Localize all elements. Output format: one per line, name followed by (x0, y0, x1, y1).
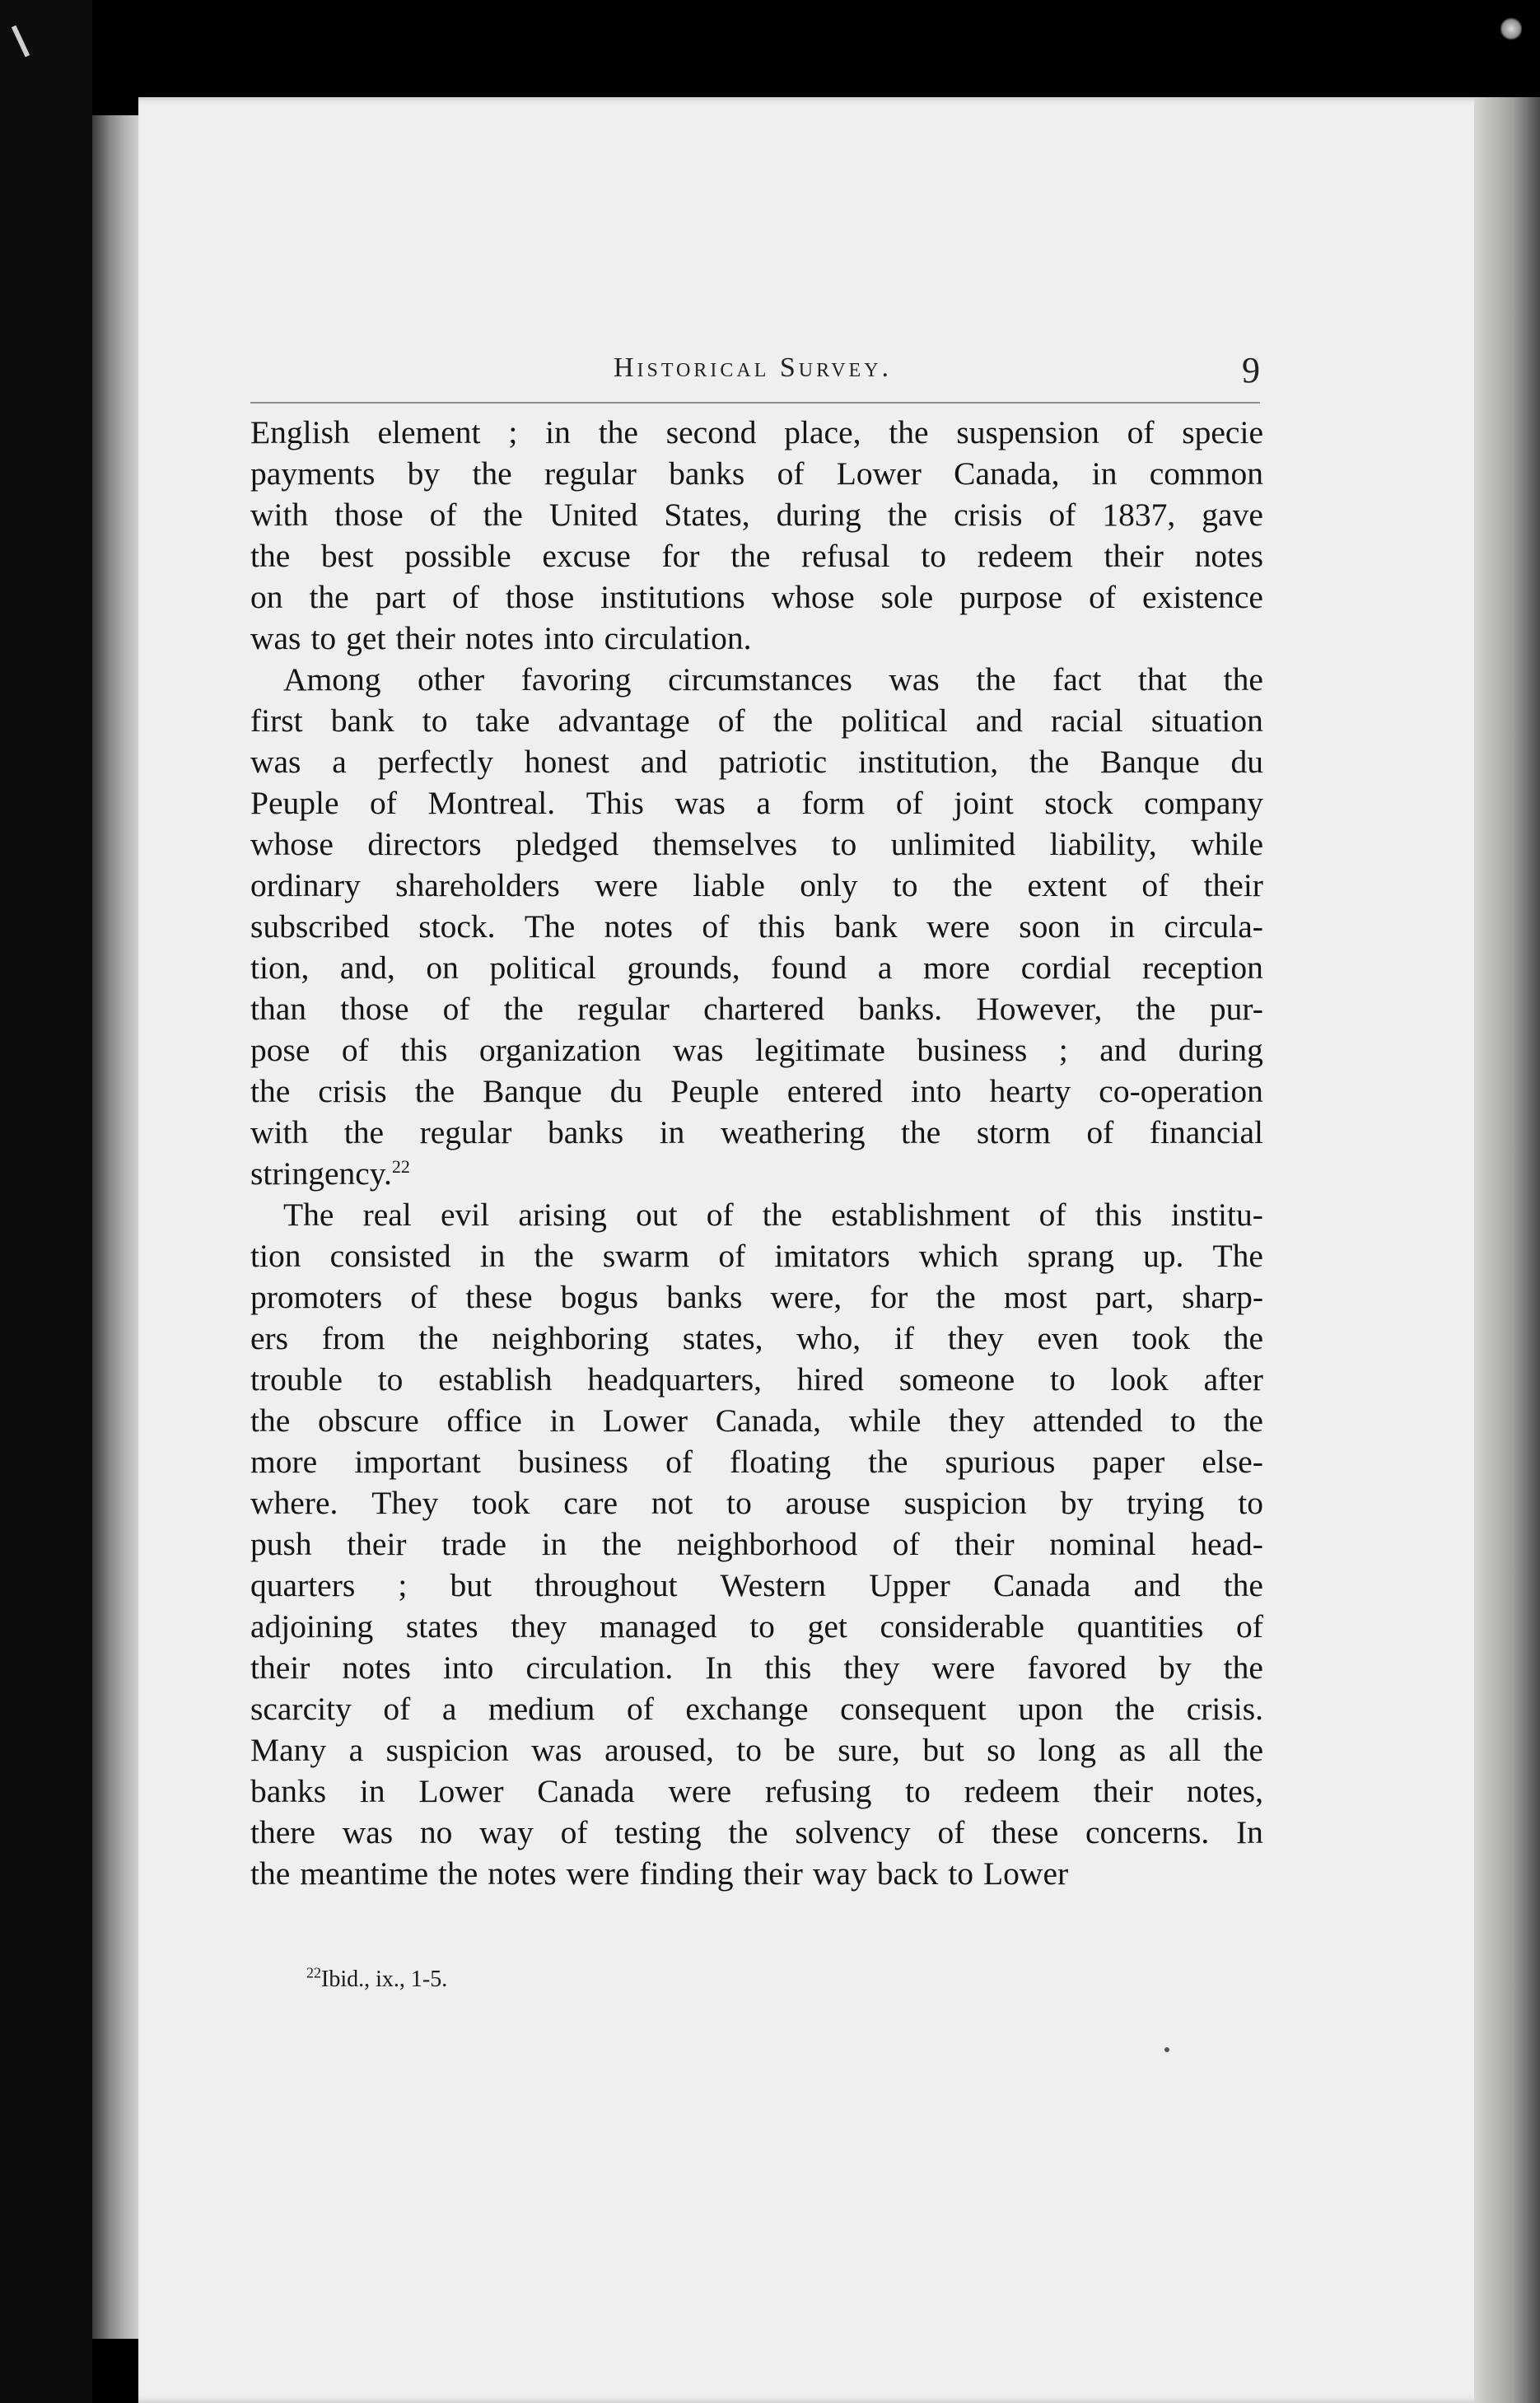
page-header (250, 346, 1260, 404)
text-line: with those of the United States, during the crisis of 1837, gave (250, 497, 1263, 533)
text-line: subscribed stock. The notes of this bank were soon in circula- (250, 908, 1263, 945)
footnote-marker: 22 (306, 1964, 321, 1981)
scan-mark-top-right (1500, 16, 1522, 41)
footnote-ref: 22 (391, 1155, 410, 1177)
text-line: was to get their notes into circulation. (250, 620, 752, 656)
text-line: ers from the neighboring states, who, if they even took the (250, 1320, 1263, 1356)
text-line: than those of the regular chartered banks. However, the pur- (250, 991, 1263, 1027)
body-text (250, 412, 1263, 1894)
text-line: Many a suspicion was aroused, to be sure, but so long as all the (250, 1732, 1263, 1768)
paragraph (250, 1194, 1263, 1894)
text-line: first bank to take advantage of the political and racial situation (250, 702, 1263, 739)
page-binding-edge (92, 115, 138, 2339)
text-line: stringency.$^{22}$ (250, 1155, 410, 1192)
text-line: the meantime the notes were finding their way back to Lower (250, 1855, 1069, 1892)
text-line: promoters of these bogus banks were, for the most part, sharp- (250, 1279, 1263, 1315)
text-line: Among other favoring circumstances was the fact that the (283, 661, 1263, 698)
text-line: pose of this organization was legitimate business ; and during (250, 1032, 1263, 1068)
text-line: whose directors pledged themselves to unlimited liability, while (250, 826, 1263, 862)
footnote (306, 1964, 448, 1993)
text-line: English element ; in the second place, the suspension of specie (250, 414, 1263, 450)
text-line: there was no way of testing the solvency of these concerns. In (250, 1814, 1263, 1850)
text-line: trouble to establish headquarters, hired someone to look after (250, 1361, 1263, 1397)
text-line: banks in Lower Canada were refusing to redeem their notes, (250, 1773, 1263, 1809)
text-line: with the regular banks in weathering the storm of financial (250, 1114, 1263, 1150)
scan-speck (1164, 2047, 1169, 2052)
text-line: their notes into circulation. In this they were favored by the (250, 1649, 1263, 1686)
page-number: 9 (1242, 350, 1260, 390)
text-line: tion consisted in the swarm of imitators which sprang up. The (250, 1238, 1263, 1274)
text-line: the crisis the Banque du Peuple entered into hearty co-operation (250, 1073, 1263, 1109)
text-line: the best possible excuse for the refusal to redeem their notes (250, 538, 1263, 574)
paragraph (250, 659, 1263, 1194)
text-line: the obscure office in Lower Canada, while they attended to the (250, 1402, 1263, 1439)
text-line: payments by the regular banks of Lower Canada, in common (250, 455, 1263, 492)
text-line: push their trade in the neighborhood of their nominal head- (250, 1526, 1263, 1562)
text-line: tion, and, on political grounds, found a more cordial reception (250, 950, 1263, 986)
text-line: adjoining states they managed to get considerable quantities of (250, 1608, 1263, 1645)
text-line: ordinary shareholders were liable only to the extent of their (250, 867, 1263, 903)
text-line: The real evil arising out of the establishment of this institu- (283, 1197, 1263, 1233)
footnote-text: Ibid., ix., 1-5. (321, 1967, 448, 1992)
text-line: quarters ; but throughout Western Upper Canada and the (250, 1567, 1263, 1603)
page-right-edge (1474, 97, 1540, 2403)
text-line: was a perfectly honest and patriotic institution, the Banque du (250, 744, 1263, 780)
paragraph (250, 412, 1263, 659)
text-line: more important business of floating the spurious paper else- (250, 1444, 1263, 1480)
text-line: Peuple of Montreal. This was a form of joint stock company (250, 785, 1263, 821)
text-line: scarcity of a medium of exchange consequent upon the crisis. (250, 1691, 1263, 1727)
running-head: Historical Survey. (613, 352, 893, 383)
text-line: on the part of those institutions whose sole purpose of existence (250, 579, 1263, 615)
scan-left-border (0, 0, 92, 2403)
text-line: where. They took care not to arouse suspicion by trying to (250, 1485, 1263, 1521)
